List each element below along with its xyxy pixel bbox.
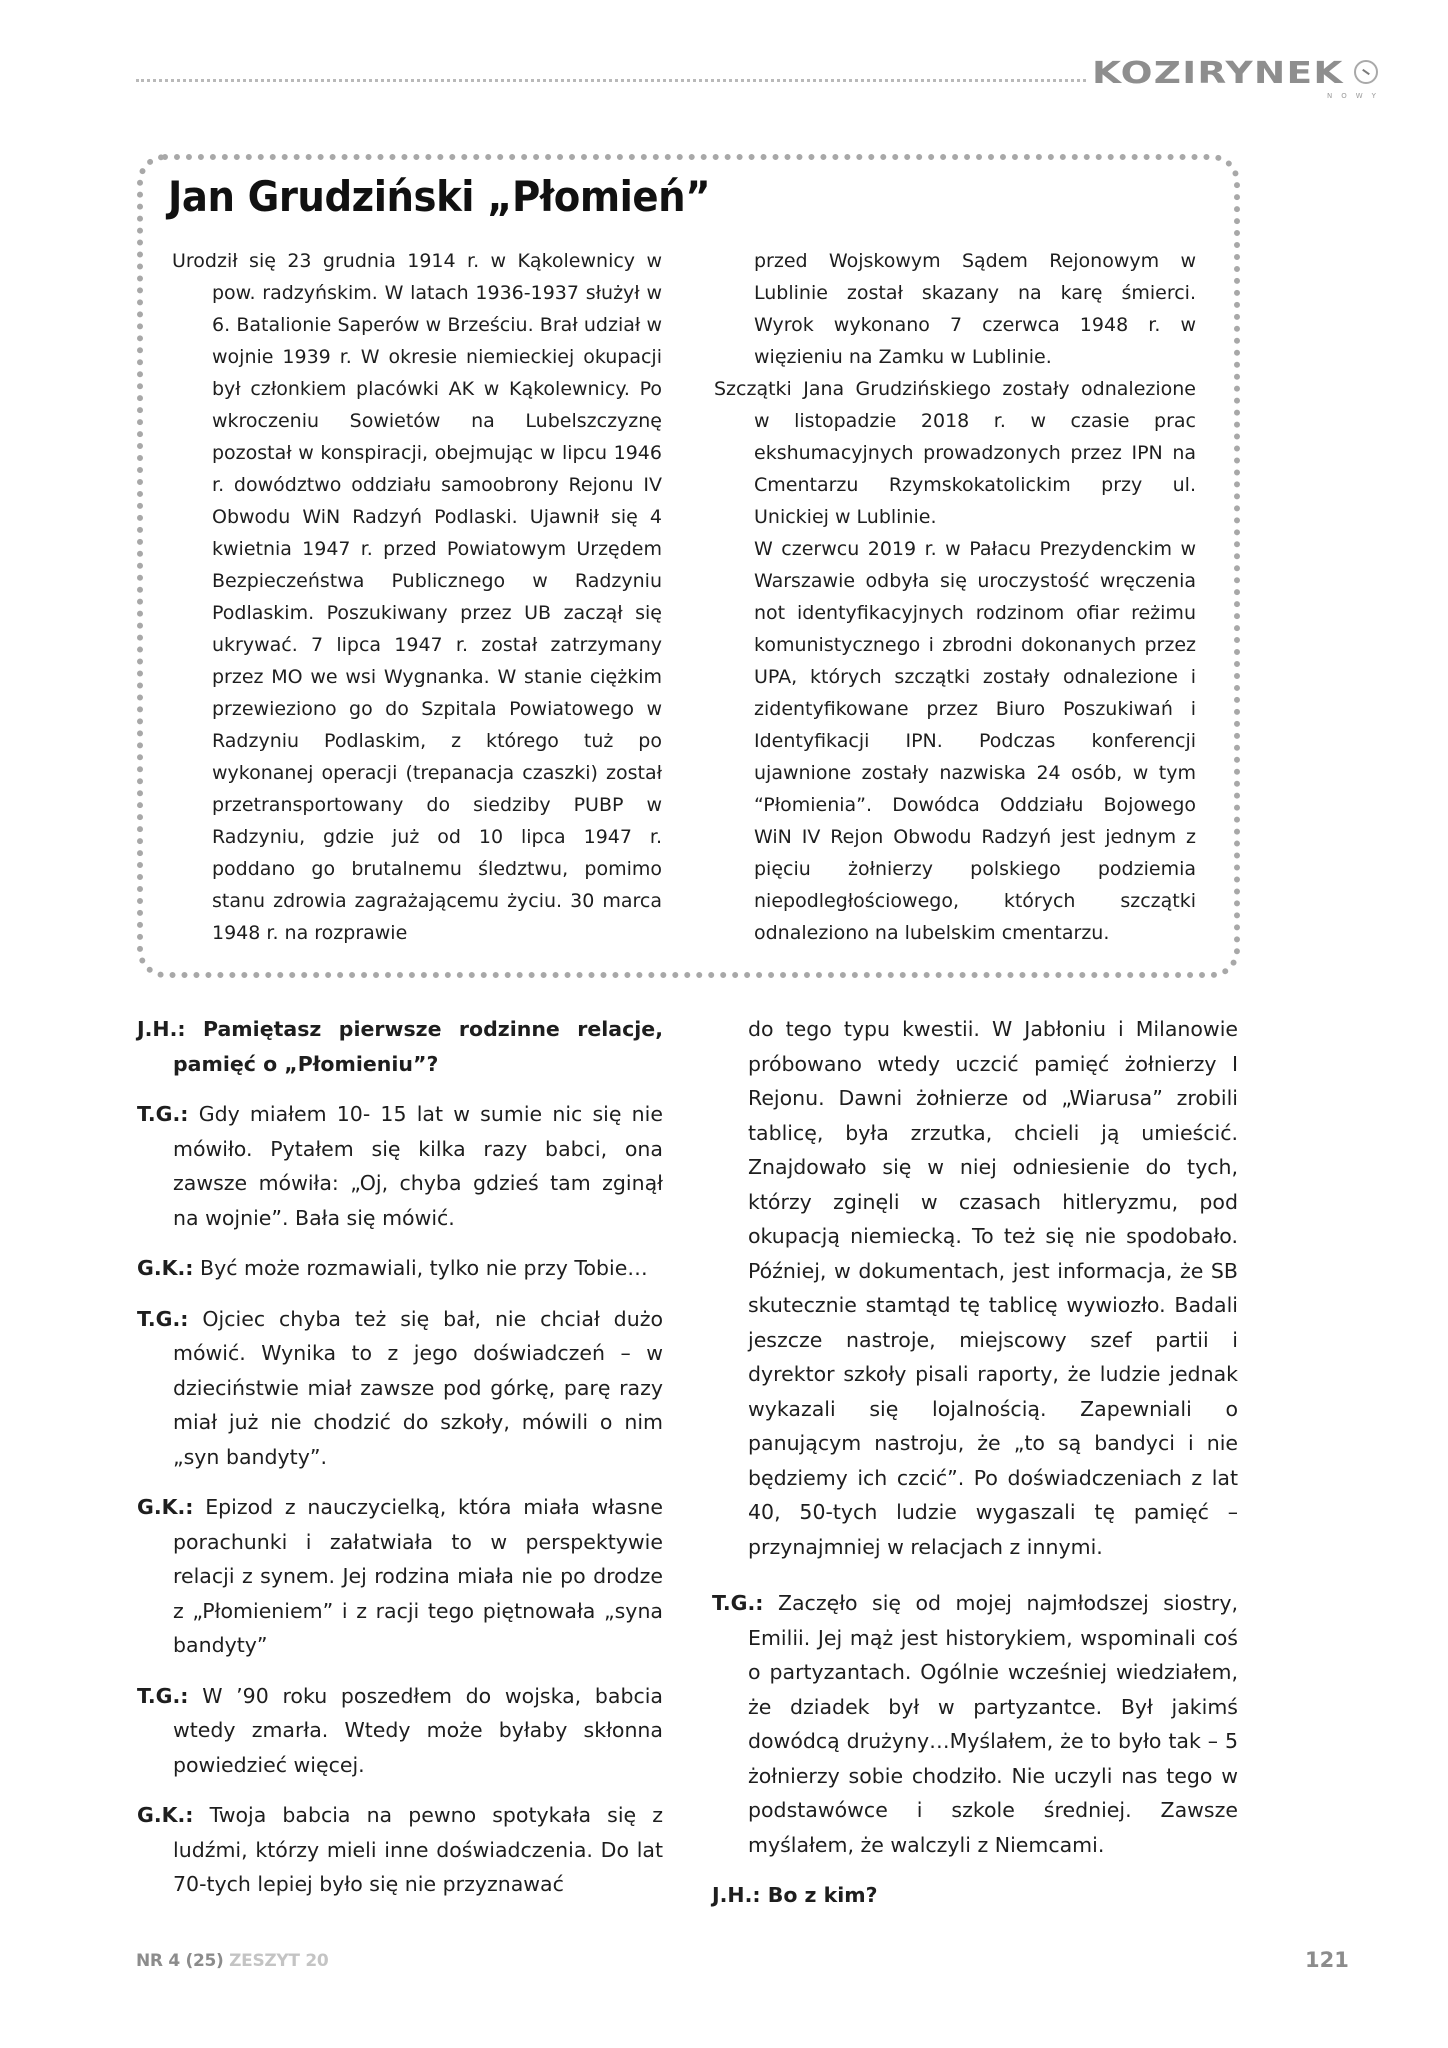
utterance-text: Pamiętasz pierwsze rodzinne relacje, pamięć o „Płomieniu”? <box>173 1017 663 1076</box>
magazine-logo <box>1092 54 1385 100</box>
speaker-label: T.G.: <box>137 1683 189 1708</box>
interview-answer <box>137 1798 663 1902</box>
issue-label <box>136 1951 328 1971</box>
speaker-label: J.H.: <box>712 1883 761 1907</box>
interview-answer <box>137 1490 663 1663</box>
interview-answer <box>137 1097 663 1235</box>
utterance-text: W ’90 roku poszedłem do wojska, babcia wtedy zmarła. Wtedy może byłaby skłonna powiedzieć więcej. <box>173 1683 663 1777</box>
speaker-label: J.H.: <box>137 1017 186 1041</box>
utterance-text: Ojciec chyba też się bał, nie chciał dużo mówić. Wynika to z jego doświadczeń – w dzieciństwie miał zawsze pod górkę, parę razy miał już nie chodzić do szkoły, mówili o nim „syn bandyty”. <box>173 1306 663 1469</box>
biography-paragraph: Szczątki Jana Grudzińskiego zostały odnalezione w listopadzie 2018 r. w czasie prac ekshumacyjnych prowadzonych przez IPN na Cmentarzu Rzymskokatolickim przy ul. Unickiej w Lublinie. <box>714 378 1196 528</box>
header-dotted-rule <box>136 79 1086 82</box>
interview-question <box>712 1878 1238 1913</box>
speaker-label: T.G.: <box>712 1591 764 1615</box>
issue-booklet: ZESZYT 20 <box>229 1951 329 1971</box>
interview-left-column <box>137 1012 663 1918</box>
speaker-label: G.K.: <box>137 1803 194 1827</box>
speaker-label: T.G.: <box>137 1102 189 1126</box>
biography-paragraph: W czerwcu 2019 r. w Pałacu Prezydenckim w Warszawie odbyła się uroczystość wręczenia not identyfikacyjnych rodzinom ofiar reżimu komunistycznego i zbrodni dokonanych przez UPA, których szczątki zostały odnalezione i zidentyfikowane przez Biuro Poszukiwań i Identyfikacji IPN. Podczas konferencji ujawnione zostały nazwiska 24 osób, w tym “Płomienia”. Dowódca Oddziału Bojowego WiN IV Rejon Obwodu Radzyń jest jednym z pięciu żołnierzy polskiego podziemia niepodległościowego, których szczątki odnaleziono na lubelskim cmentarzu. <box>754 538 1196 944</box>
biography-left-column <box>172 245 662 949</box>
page-number: 121 <box>1305 1948 1349 1972</box>
speaker-label: T.G.: <box>137 1306 189 1331</box>
speaker-label: G.K.: <box>137 1495 194 1519</box>
interview-answer <box>712 1586 1238 1862</box>
biography-title: Jan Grudziński „Płomień” <box>168 172 711 221</box>
utterance-text: Bo z kim? <box>767 1883 878 1907</box>
utterance-text: Twoja babcia na pewno spotykała się z ludźmi, którzy mieli inne doświadczenia. Do lat 70-tych lepiej było się nie przyznawać <box>173 1803 663 1896</box>
interview-answer <box>137 1251 663 1286</box>
utterance-text: Być może rozmawiali, tylko nie przy Tobie… <box>200 1256 648 1280</box>
utterance-text: Gdy miałem 10- 15 lat w sumie nic się nie mówiło. Pytałem się kilka razy babci, ona zawsze mówiła: „Oj, chyba gdzieś tam zginął na wojnie”. Bała się mówić. <box>173 1102 663 1230</box>
interview-question <box>137 1012 663 1081</box>
issue-number: NR 4 (25) <box>136 1951 224 1971</box>
biography-paragraph: Urodził się 23 grudnia 1914 r. w Kąkolewnicy w pow. radzyńskim. W latach 1936-1937 służył w 6. Batalionie Saperów w Brześciu. Brał udział w wojnie 1939 r. W okresie niemieckiej okupacji był członkiem placówki AK w Kąkolewnicy. Po wkroczeniu Sowietów na Lubelszczyznę pozostał w konspiracji, obejmując w lipcu 1946 r. dowództwo oddziału samoobrony Rejonu IV Obwodu WiN Radzyń Podlaski. Ujawnił się 4 kwietnia 1947 r. przed Powiatowym Urzędem Bezpieczeństwa Publicznego w Radzyniu Podlaskim. Poszukiwany przez UB zaczął się ukrywać. 7 lipca 1947 r. został zatrzymany przez MO we wsi Wygnanka. W stanie ciężkim przewieziono go do Szpitala Powiatowego w Radzyniu Podlaskim, z którego tuż po wykonanej operacji (trepanacja czaszki) został przetransportowany do siedziby PUBP w Radzyniu, gdzie już od 10 lipca 1947 r. poddano go brutalnemu śledztwu, pomimo stanu zdrowia zagrażającemu życiu. 30 marca 1948 r. na rozprawie <box>172 250 662 944</box>
logo-subtitle: NOWY <box>1327 92 1385 100</box>
interview-answer <box>137 1679 663 1783</box>
biography-right-column <box>714 245 1196 949</box>
speaker-label: G.K.: <box>137 1256 194 1280</box>
biography-paragraph-continuation: przed Wojskowym Sądem Rejonowym w Lublinie został skazany na karę śmierci. Wyrok wykonano 7 czerwca 1948 r. w więzieniu na Zamku w Lublinie. <box>754 250 1196 368</box>
circular-emblem-icon <box>1354 60 1378 84</box>
interview-answer <box>137 1302 663 1475</box>
interview-right-column <box>712 1012 1238 1929</box>
interview-answer-continuation: do tego typu kwestii. W Jabłoniu i Milanowie próbowano wtedy uczcić pamięć żołnierzy I Rejonu. Dawni żołnierze od „Wiarusa” zrobili tablicę, była zrzutka, chcieli ją umieścić. Znajdowało się w niej odniesienie do tych, którzy zginęli w czasach hitleryzmu, pod okupacją niemiecką. To też się nie spodobało. Później, w dokumentach, jest informacja, że SB skutecznie stamtąd tę tablicę wywiozło. Badali jeszcze nastroje, miejscowy szef partii i dyrektor szkoły pisali raporty, że ludzie jednak wykazali się lojalnością. Zapewniali o panującym nastroju, że „to są bandyci i nie będziemy ich czcić”. Po doświadczeniach z lat 40, 50-tych ludzie wygaszali tę pamięć – przynajmniej w relacjach z innymi. <box>748 1017 1238 1559</box>
logo-text: KOZIRYNEK <box>1092 56 1344 91</box>
utterance-text: Epizod z nauczycielką, która miała własne porachunki i załatwiała to w perspektywie relacji z synem. Jej rodzina miała nie po drodze z „Płomieniem” i z racji tego piętnowała „syna bandyty” <box>173 1495 663 1657</box>
utterance-text: Zaczęło się od mojej najmłodszej siostry, Emilii. Jej mąż jest historykiem, wspominali coś o partyzantach. Ogólnie wcześniej wiedziałem, że dziadek był w partyzantce. Był jakimś dowódcą drużyny…Myślałem, że to było tak – 5 żołnierzy sobie chodziło. Nie uczyli nas tego w podstawówce i szkole średniej. Zawsze myślałem, że walczyli z Niemcami. <box>748 1591 1238 1857</box>
